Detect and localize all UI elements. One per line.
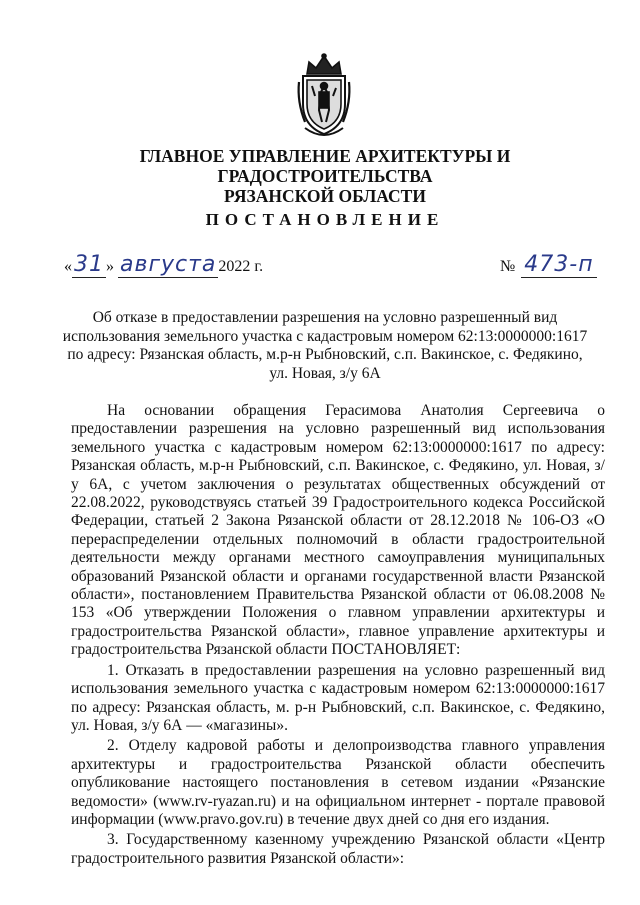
subject-line: использования земельного участка с кадастровым номером 62:13:0000000:1617 [62,327,588,345]
number-sign: № [500,258,516,275]
coat-of-arms-icon [295,52,353,138]
document-number [500,252,597,278]
number-value: 473-п [521,252,596,278]
body-item-3: 3. Государственному казенному учреждению Рязанской области «Центр градостроительного развития Рязанской области»: [71,831,605,867]
date-close-quote: » [106,258,114,275]
subject-line: ул. Новая, з/у 6А [269,364,381,382]
body-preamble: На основании обращения Герасимова Анатолия Сергеевича о предоставлении разрешения на условно разрешенный вид использования земельного участка с кадастровым номером 62:13:0000000:1617 по адресу: Рязанская область, м.р-н Рыбновский, с.п. Вакинское, с. Федякино, ул. Новая, з/у 6А, с учетом заключения о результатах общественных обсуждений от 22.08.2022, руководствуясь статьей 39 Градостроительного кодекса Российской Федерации, статьей 2 Закона Рязанской области от 28.12.2018 № 106-ОЗ «О перераспределении отдельных полномочий в области градостроительной деятельности между органами местного самоуправления муниципальных образований Рязанской области и органами государственной власти Рязанской области», постановлением Правительства Рязанской области от 06.08.2008 № 153 «Об утверждении Положения о главном управлении архитектуры и градостроительства Рязанской области», главное управление архитектуры и градостроительства Рязанской области ПОСТАНОВЛЯЕТ: [71,402,605,659]
document-subject [60,309,590,383]
date-year: 2022 г. [218,258,264,275]
body-item-2: 2. Отделу кадровой работы и делопроизводства главного управления архитектуры и градостроительства Рязанской области обеспечить опубликование настоящего постановления в сетевом издании «Рязанские ведомости» (www.rv-ryazan.ru) и на официальном интернет - портале правовой информации (www.pravo.gov.ru) в течение двух дней со дня его издания. [71,737,605,828]
document-body [71,402,605,868]
subject-line: Об отказе в предоставлении разрешения на условно разрешенный вид [92,309,558,326]
subject-line: по адресу: Рязанская область, м.р-н Рыбновский, с.п. Вакинское, с. Федякино, [67,346,583,363]
document-type: ПОСТАНОВЛЕНИЕ [205,210,445,229]
document-date [64,252,263,278]
organization-title-line2: РЯЗАНСКОЙ ОБЛАСТИ [224,186,426,206]
date-month: августа [120,252,217,277]
organization-title [40,146,610,206]
organization-title-line1: ГЛАВНОЕ УПРАВЛЕНИЕ АРХИТЕКТУРЫ И ГРАДОСТРОИТЕЛЬСТВА [139,146,511,186]
body-item-1: 1. Отказать в предоставлении разрешения на условно разрешенный вид использования земельного участка с кадастровым номером 62:13:0000000:1617 по адресу: Рязанская область, м. р-н Рыбновский, с.п. Вакинское, с. Федякино, ул. Новая, з/у 6А — «магазины». [71,661,605,734]
date-open-quote: « [64,258,72,275]
date-day: 31 [74,252,104,277]
